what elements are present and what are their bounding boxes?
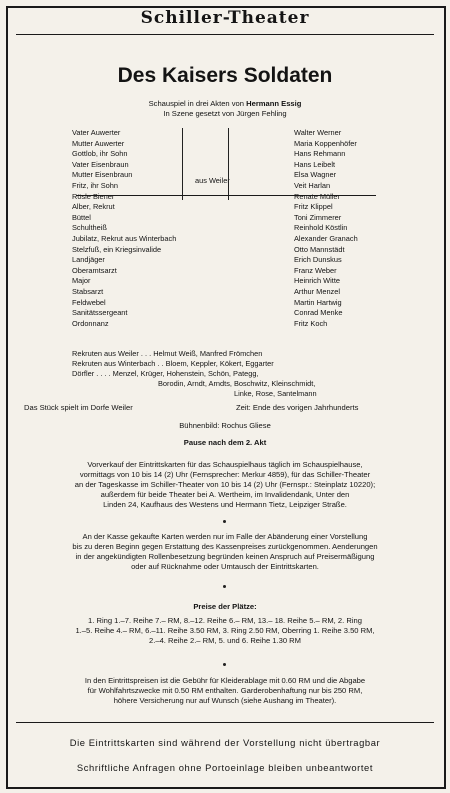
bracket-right bbox=[228, 128, 230, 200]
presale-info: Vorverkauf der Eintrittskarten für das Schauspielhaus täglich im Schauspielhause, vormittags von 10 bis 14 (2) Uhr (Fernsprecher: Merkur 4859), für das Schiller-Theater an der Tageskasse im Schiller-Theater von 10 bis 14 (2) Uhr (Fernspr.: Steinplatz 10220); außerdem für beide Theater bei A. Wertheim, im Invalidendank, Unter den Linden 24, Kaufhaus des Westens und Hermann Tietz, Leipziger Straße. bbox=[74, 460, 376, 509]
intermission: Pause nach dem 2. Akt bbox=[183, 438, 267, 447]
cast-role: Sanitätssergeant bbox=[72, 308, 128, 318]
cast-actor: Alexander Granach bbox=[294, 234, 358, 243]
bracket-left bbox=[182, 128, 184, 200]
cast-actor: Conrad Menke bbox=[294, 308, 343, 318]
prices-heading: Preise der Plätze: bbox=[193, 602, 257, 611]
cast-role: Fritz, ihr Sohn bbox=[72, 181, 119, 190]
notice-inquiries: Schriftliche Anfragen ohne Portoeinlage bleiben unbeantwortet bbox=[76, 762, 374, 773]
cast-actor: Veit Harlan bbox=[294, 181, 331, 190]
cast-role: Mutter Auwerter bbox=[72, 138, 125, 148]
cast-role: Feldwebel bbox=[72, 297, 106, 307]
cast-actor: Martin Hartwig bbox=[294, 297, 342, 307]
direction-credit: In Szene gesetzt von Jürgen Fehling bbox=[163, 109, 287, 118]
cast-actor: Arthur Menzel bbox=[294, 287, 341, 296]
footer-rule bbox=[16, 722, 434, 723]
cast-actor: Heinrich Witte bbox=[294, 276, 340, 286]
cast-role: Stelzfuß, ein Kriegsinvalide bbox=[72, 244, 162, 254]
play-title: Des Kaisers Soldaten bbox=[117, 64, 333, 87]
cast-actor: Fritz Klippel bbox=[294, 202, 333, 212]
cast-actor: Franz Weber bbox=[294, 265, 337, 275]
cast-role: Schultheiß bbox=[72, 223, 107, 233]
header-rule bbox=[16, 34, 434, 35]
cast-role: Rösle Biener bbox=[72, 191, 115, 201]
refund-policy: An der Kasse gekaufte Karten werden nur im Falle der Abänderung einer Vorstellung bis zu deren Beginn gegen Erstattung des Kassenpreises zurückgenommen. Aenderungen in der angekündigten Rollenbesetzung begründen keinen Anspruch auf Preisermäßigung oder auf Rücknahme oder Umtausch der Eintrittskarten. bbox=[72, 532, 378, 571]
setting-place: Das Stück spielt im Dorfe Weiler bbox=[24, 403, 133, 412]
cast-actor: Elsa Wagner bbox=[294, 170, 337, 180]
notice-transfer: Die Eintrittskarten sind während der Vorstellung nicht übertragbar bbox=[69, 737, 381, 748]
group-winterbach: Rekruten aus Winterbach . . Bloem, Keppler, Kökert, Eggarter bbox=[72, 359, 274, 368]
setting-time: Zeit: Ende des vorigen Jahrhunderts bbox=[236, 403, 359, 412]
cast-role: Jubilatz, Rekrut aus Winterbach bbox=[72, 234, 177, 243]
cast-role: Vater Auwerter bbox=[72, 128, 121, 137]
cast-actor: Walter Werner bbox=[294, 128, 342, 137]
group-dorfler: Dörfler . . . . Menzel, Krüger, Hohenstein, Schön, Pategg, bbox=[72, 369, 259, 378]
cast-actor: Fritz Koch bbox=[294, 318, 328, 328]
cast-role: Major bbox=[72, 276, 91, 286]
play-subtitle: Schauspiel in drei Akten von Hermann Essig bbox=[148, 99, 302, 108]
cast-role: Stabsarzt bbox=[72, 287, 104, 296]
cast-actor: Renate Müller bbox=[294, 191, 341, 201]
cast-role: Gottlob, ihr Sohn bbox=[72, 149, 128, 159]
dorfler-line-3: Linke, Rose, Santelmann bbox=[234, 389, 317, 398]
cast-role: Oberamtsarzt bbox=[72, 265, 117, 275]
cast-role: Büttel bbox=[72, 212, 91, 222]
cast-role: Mutter Eisenbraun bbox=[72, 170, 133, 180]
cast-role: Alber, Rekrut bbox=[72, 202, 115, 212]
aus-weiler-label: aus Weiler bbox=[195, 176, 230, 185]
fees-info: In den Eintrittspreisen ist die Gebühr für Kleiderablage mit 0.60 RM und die Abgabe für Wohlfahrtszwecke mit 0.50 RM enthalten. Garderobenhaftung nur bis 250 RM, höhere Versicherung nur auf Wunsch (siehe Aushang im Theater). bbox=[84, 676, 366, 705]
cast-divider bbox=[76, 195, 376, 196]
separator-dot bbox=[223, 663, 226, 666]
group-weiler: Rekruten aus Weiler . . . Helmut Weiß, Manfred Frömchen bbox=[72, 349, 263, 358]
stage-design: Bühnenbild: Rochus Gliese bbox=[179, 421, 271, 430]
cast-actor: Hans Leibelt bbox=[294, 159, 336, 169]
separator-dot bbox=[223, 585, 226, 588]
theater-name: Schiller-Theater bbox=[140, 8, 310, 28]
price-list: 1. Ring 1.–7. Reihe 7.– RM, 8.–12. Reihe 6.– RM, 13.– 18. Reihe 5.– RM, 2. Ring 1.–5. Reihe 4.– RM, 6.–11. Reihe 3.50 RM, 3. Ring 2.50 RM, Oberring 1. Reihe 3.50 RM, 2.–4. Reihe 2.– RM, 5. und 6. Reihe 1.30 RM bbox=[75, 616, 375, 645]
page-frame bbox=[6, 6, 446, 789]
cast-actor: Otto Mannstädt bbox=[294, 244, 345, 254]
cast-actor: Maria Koppenhöfer bbox=[294, 138, 357, 148]
cast-actor: Reinhold Köstlin bbox=[294, 223, 348, 233]
cast-role: Vater Eisenbraun bbox=[72, 159, 129, 169]
dorfler-line-2: Borodin, Arndt, Arndts, Boschwitz, Kleinschmidt, bbox=[158, 379, 316, 388]
cast-actor: Toni Zimmerer bbox=[294, 212, 342, 222]
cast-role: Landjäger bbox=[72, 255, 105, 265]
cast-actor: Hans Rehmann bbox=[294, 149, 346, 159]
cast-actor: Erich Dunskus bbox=[294, 255, 342, 265]
cast-role: Ordonnanz bbox=[72, 318, 109, 328]
separator-dot bbox=[223, 520, 226, 523]
